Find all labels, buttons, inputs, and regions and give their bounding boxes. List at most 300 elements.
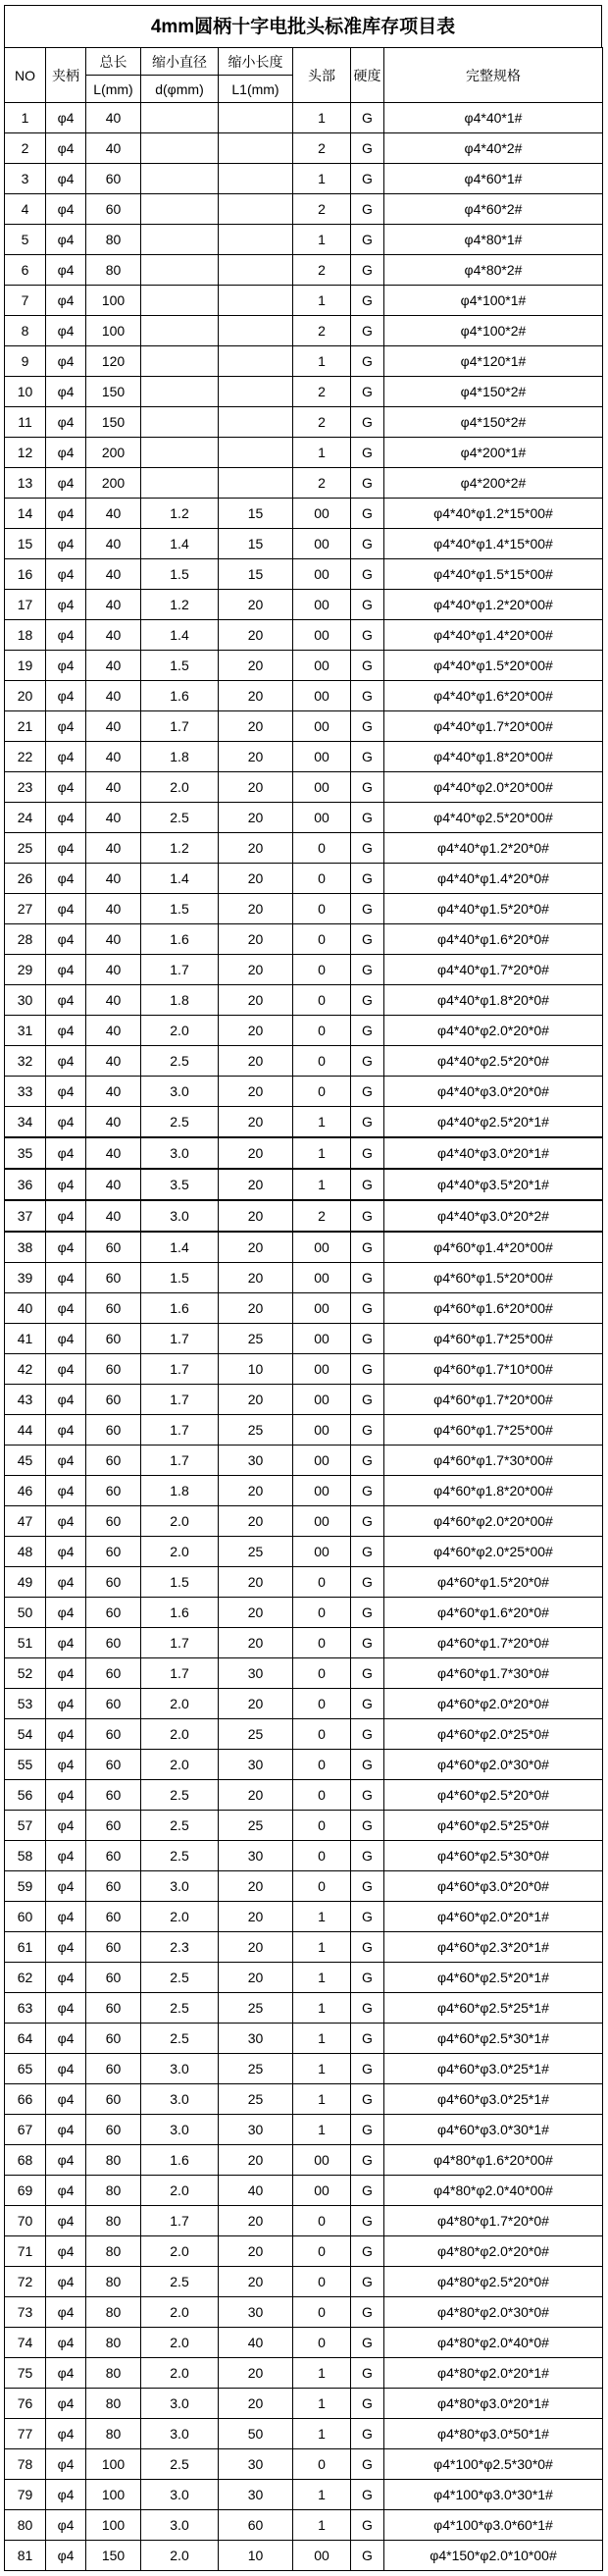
cell-hardness: G	[351, 2176, 384, 2206]
cell-no: 7	[5, 286, 46, 316]
cell-no: 14	[5, 499, 46, 529]
cell-reduced-diameter: 3.0	[141, 2419, 219, 2449]
cell-spec: φ4*60*φ3.0*30*1#	[384, 2115, 603, 2145]
cell-tip: 00	[293, 1293, 351, 1324]
table-row	[5, 1107, 603, 1138]
cell-hardness: G	[351, 2115, 384, 2145]
cell-spec: φ4*60*φ2.0*30*0#	[384, 1750, 603, 1780]
cell-no: 70	[5, 2206, 46, 2236]
table-row	[5, 407, 603, 438]
cell-no: 77	[5, 2419, 46, 2449]
cell-reduced-diameter: 3.5	[141, 1169, 219, 1200]
cell-spec: φ4*40*φ3.0*20*0#	[384, 1077, 603, 1107]
cell-no: 34	[5, 1107, 46, 1138]
cell-hardness: G	[351, 1506, 384, 1537]
cell-tip: 1	[293, 1993, 351, 2024]
cell-hardness: G	[351, 1567, 384, 1598]
cell-total-length: 60	[86, 1902, 141, 1932]
cell-total-length: 40	[86, 1046, 141, 1077]
cell-reduced-diameter	[141, 346, 219, 377]
cell-total-length: 60	[86, 2024, 141, 2054]
cell-shank: φ4	[46, 1324, 86, 1354]
cell-tip: 0	[293, 1658, 351, 1689]
cell-hardness: G	[351, 316, 384, 346]
cell-reduced-length: 20	[219, 620, 293, 651]
cell-spec: φ4*150*2#	[384, 407, 603, 438]
cell-hardness: G	[351, 985, 384, 1016]
cell-reduced-length: 20	[219, 1200, 293, 1232]
cell-hardness: G	[351, 2267, 384, 2297]
cell-reduced-diameter: 3.0	[141, 2389, 219, 2419]
cell-hardness: G	[351, 438, 384, 468]
cell-spec: φ4*40*2#	[384, 133, 603, 164]
cell-total-length: 40	[86, 711, 141, 742]
cell-shank: φ4	[46, 894, 86, 924]
cell-total-length: 60	[86, 1567, 141, 1598]
cell-reduced-diameter: 2.5	[141, 1841, 219, 1871]
table-row	[5, 2328, 603, 2358]
cell-spec: φ4*60*φ2.0*20*0#	[384, 1689, 603, 1719]
cell-reduced-diameter: 1.7	[141, 711, 219, 742]
table-row	[5, 1689, 603, 1719]
cell-reduced-diameter	[141, 133, 219, 164]
cell-tip: 0	[293, 864, 351, 894]
cell-no: 75	[5, 2358, 46, 2389]
cell-reduced-diameter: 1.7	[141, 1385, 219, 1415]
cell-hardness: G	[351, 1385, 384, 1415]
cell-shank: φ4	[46, 1137, 86, 1169]
cell-no: 9	[5, 346, 46, 377]
table-row	[5, 1567, 603, 1598]
cell-reduced-length: 25	[219, 1324, 293, 1354]
cell-reduced-diameter: 2.0	[141, 1016, 219, 1046]
cell-tip: 2	[293, 133, 351, 164]
cell-tip: 0	[293, 894, 351, 924]
cell-total-length: 60	[86, 164, 141, 194]
cell-reduced-diameter: 1.7	[141, 1415, 219, 1446]
cell-reduced-length	[219, 103, 293, 133]
table-row	[5, 1628, 603, 1658]
cell-spec: φ4*60*φ1.7*20*00#	[384, 1385, 603, 1415]
cell-tip: 1	[293, 1902, 351, 1932]
table-row	[5, 1963, 603, 1993]
cell-reduced-diameter: 1.7	[141, 1658, 219, 1689]
cell-spec: φ4*40*φ1.5*20*0#	[384, 894, 603, 924]
cell-reduced-length: 20	[219, 2389, 293, 2419]
cell-reduced-length: 30	[219, 2115, 293, 2145]
cell-no: 67	[5, 2115, 46, 2145]
cell-total-length: 40	[86, 924, 141, 955]
cell-no: 49	[5, 1567, 46, 1598]
cell-spec: φ4*60*φ2.5*25*1#	[384, 1993, 603, 2024]
cell-no: 72	[5, 2267, 46, 2297]
cell-reduced-diameter	[141, 468, 219, 499]
cell-spec: φ4*80*φ2.5*20*0#	[384, 2267, 603, 2297]
table-row	[5, 225, 603, 255]
cell-shank: φ4	[46, 711, 86, 742]
cell-spec: φ4*40*φ3.0*20*2#	[384, 1200, 603, 1232]
cell-reduced-diameter: 2.5	[141, 1780, 219, 1811]
cell-shank: φ4	[46, 407, 86, 438]
cell-reduced-length	[219, 164, 293, 194]
cell-total-length: 80	[86, 2206, 141, 2236]
cell-reduced-diameter: 1.2	[141, 833, 219, 864]
cell-reduced-length: 20	[219, 1476, 293, 1506]
cell-spec: φ4*40*φ1.4*20*00#	[384, 620, 603, 651]
cell-spec: φ4*40*φ1.6*20*00#	[384, 681, 603, 711]
cell-tip: 00	[293, 1446, 351, 1476]
cell-no: 59	[5, 1871, 46, 1902]
cell-reduced-diameter: 1.7	[141, 1446, 219, 1476]
cell-shank: φ4	[46, 681, 86, 711]
cell-total-length: 40	[86, 499, 141, 529]
cell-spec: φ4*60*φ1.7*10*00#	[384, 1354, 603, 1385]
cell-reduced-diameter	[141, 164, 219, 194]
cell-reduced-length: 20	[219, 985, 293, 1016]
cell-hardness: G	[351, 1354, 384, 1385]
cell-spec: φ4*150*φ2.0*10*00#	[384, 2541, 603, 2571]
cell-spec: φ4*40*φ1.7*20*0#	[384, 955, 603, 985]
cell-reduced-length: 20	[219, 2145, 293, 2176]
cell-total-length: 150	[86, 407, 141, 438]
cell-shank: φ4	[46, 985, 86, 1016]
cell-reduced-diameter	[141, 194, 219, 225]
cell-no: 3	[5, 164, 46, 194]
cell-reduced-length: 50	[219, 2419, 293, 2449]
cell-tip: 1	[293, 2510, 351, 2541]
cell-total-length: 60	[86, 2115, 141, 2145]
cell-no: 36	[5, 1169, 46, 1200]
inventory-sheet	[4, 5, 602, 2571]
cell-total-length: 40	[86, 681, 141, 711]
cell-shank: φ4	[46, 468, 86, 499]
cell-hardness: G	[351, 1200, 384, 1232]
cell-spec: φ4*60*φ1.6*20*00#	[384, 1293, 603, 1324]
cell-reduced-length: 30	[219, 1446, 293, 1476]
table-row	[5, 894, 603, 924]
cell-tip: 00	[293, 2145, 351, 2176]
table-row	[5, 1476, 603, 1506]
table-row	[5, 1719, 603, 1750]
cell-total-length: 60	[86, 1841, 141, 1871]
cell-spec: φ4*40*φ1.5*20*00#	[384, 651, 603, 681]
cell-no: 80	[5, 2510, 46, 2541]
cell-shank: φ4	[46, 1871, 86, 1902]
cell-reduced-diameter: 1.2	[141, 590, 219, 620]
cell-reduced-length	[219, 316, 293, 346]
cell-total-length: 40	[86, 1107, 141, 1138]
cell-no: 62	[5, 1963, 46, 1993]
cell-shank: φ4	[46, 742, 86, 772]
cell-reduced-diameter: 1.2	[141, 499, 219, 529]
cell-total-length: 40	[86, 651, 141, 681]
col-unit-reduced-length: L1(mm)	[219, 76, 293, 103]
cell-shank: φ4	[46, 803, 86, 833]
cell-hardness: G	[351, 255, 384, 286]
cell-total-length: 60	[86, 1598, 141, 1628]
cell-hardness: G	[351, 1107, 384, 1138]
cell-hardness: G	[351, 1598, 384, 1628]
cell-spec: φ4*40*φ2.5*20*0#	[384, 1046, 603, 1077]
sheet-title: 4mm圆柄十字电批头标准库存项目表	[4, 5, 602, 47]
cell-spec: φ4*150*2#	[384, 377, 603, 407]
cell-hardness: G	[351, 1932, 384, 1963]
cell-total-length: 60	[86, 1537, 141, 1567]
cell-no: 56	[5, 1780, 46, 1811]
cell-tip: 00	[293, 529, 351, 559]
cell-shank: φ4	[46, 2024, 86, 2054]
cell-reduced-diameter: 1.5	[141, 1567, 219, 1598]
cell-no: 22	[5, 742, 46, 772]
cell-reduced-length	[219, 346, 293, 377]
cell-total-length: 60	[86, 1476, 141, 1506]
table-row	[5, 438, 603, 468]
cell-shank: φ4	[46, 286, 86, 316]
cell-reduced-length: 20	[219, 803, 293, 833]
inventory-table	[4, 47, 603, 2571]
cell-total-length: 60	[86, 194, 141, 225]
cell-reduced-diameter: 2.5	[141, 1046, 219, 1077]
cell-no: 69	[5, 2176, 46, 2206]
table-row	[5, 559, 603, 590]
table-row	[5, 1324, 603, 1354]
cell-reduced-length: 20	[219, 1871, 293, 1902]
cell-no: 35	[5, 1137, 46, 1169]
cell-reduced-length: 10	[219, 2541, 293, 2571]
table-row	[5, 1263, 603, 1293]
cell-total-length: 200	[86, 468, 141, 499]
cell-reduced-diameter: 1.5	[141, 1263, 219, 1293]
cell-spec: φ4*60*φ1.4*20*00#	[384, 1232, 603, 1263]
cell-spec: φ4*80*2#	[384, 255, 603, 286]
cell-reduced-length: 15	[219, 529, 293, 559]
cell-total-length: 60	[86, 1780, 141, 1811]
cell-tip: 1	[293, 1169, 351, 1200]
cell-spec: φ4*100*1#	[384, 286, 603, 316]
cell-reduced-length: 20	[219, 1137, 293, 1169]
cell-total-length: 60	[86, 1628, 141, 1658]
cell-reduced-diameter: 1.7	[141, 1324, 219, 1354]
cell-spec: φ4*200*2#	[384, 468, 603, 499]
cell-no: 19	[5, 651, 46, 681]
cell-reduced-length: 20	[219, 1016, 293, 1046]
cell-total-length: 80	[86, 2358, 141, 2389]
cell-spec: φ4*60*φ1.7*30*0#	[384, 1658, 603, 1689]
cell-tip: 00	[293, 1324, 351, 1354]
cell-hardness: G	[351, 803, 384, 833]
cell-spec: φ4*60*φ2.0*20*00#	[384, 1506, 603, 1537]
cell-reduced-diameter: 1.7	[141, 2206, 219, 2236]
cell-reduced-diameter: 2.3	[141, 1932, 219, 1963]
cell-total-length: 40	[86, 985, 141, 1016]
cell-spec: φ4*40*φ3.5*20*1#	[384, 1169, 603, 1200]
cell-no: 2	[5, 133, 46, 164]
cell-shank: φ4	[46, 2389, 86, 2419]
cell-total-length: 60	[86, 1719, 141, 1750]
cell-tip: 1	[293, 225, 351, 255]
cell-total-length: 60	[86, 2054, 141, 2084]
table-row	[5, 1750, 603, 1780]
cell-spec: φ4*40*φ1.2*15*00#	[384, 499, 603, 529]
cell-total-length: 40	[86, 864, 141, 894]
cell-reduced-diameter: 1.4	[141, 864, 219, 894]
cell-hardness: G	[351, 1169, 384, 1200]
cell-tip: 00	[293, 620, 351, 651]
cell-tip: 2	[293, 377, 351, 407]
cell-reduced-diameter: 2.0	[141, 1689, 219, 1719]
table-row	[5, 1537, 603, 1567]
cell-total-length: 60	[86, 1293, 141, 1324]
table-row	[5, 742, 603, 772]
cell-spec: φ4*80*φ1.7*20*0#	[384, 2206, 603, 2236]
cell-total-length: 60	[86, 1689, 141, 1719]
cell-reduced-diameter: 2.0	[141, 2297, 219, 2328]
table-row	[5, 1446, 603, 1476]
cell-hardness: G	[351, 1016, 384, 1046]
cell-hardness: G	[351, 1476, 384, 1506]
cell-hardness: G	[351, 1046, 384, 1077]
cell-reduced-length: 20	[219, 1567, 293, 1598]
cell-spec: φ4*60*φ3.0*25*1#	[384, 2084, 603, 2115]
cell-shank: φ4	[46, 2206, 86, 2236]
cell-shank: φ4	[46, 1077, 86, 1107]
cell-hardness: G	[351, 2510, 384, 2541]
cell-no: 12	[5, 438, 46, 468]
cell-tip: 1	[293, 438, 351, 468]
cell-hardness: G	[351, 529, 384, 559]
cell-spec: φ4*60*φ3.0*20*0#	[384, 1871, 603, 1902]
cell-reduced-diameter: 2.0	[141, 1506, 219, 1537]
cell-shank: φ4	[46, 194, 86, 225]
cell-hardness: G	[351, 1137, 384, 1169]
table-row	[5, 985, 603, 1016]
cell-no: 32	[5, 1046, 46, 1077]
cell-no: 79	[5, 2480, 46, 2510]
cell-tip: 0	[293, 1016, 351, 1046]
table-row	[5, 1780, 603, 1811]
cell-reduced-length	[219, 225, 293, 255]
cell-spec: φ4*40*φ2.0*20*00#	[384, 772, 603, 803]
cell-reduced-length: 20	[219, 1385, 293, 1415]
cell-reduced-length: 20	[219, 681, 293, 711]
cell-reduced-diameter: 2.5	[141, 1963, 219, 1993]
cell-hardness: G	[351, 1537, 384, 1567]
cell-no: 53	[5, 1689, 46, 1719]
cell-total-length: 80	[86, 2419, 141, 2449]
cell-shank: φ4	[46, 1415, 86, 1446]
cell-tip: 2	[293, 255, 351, 286]
cell-reduced-length: 15	[219, 559, 293, 590]
cell-reduced-length: 20	[219, 955, 293, 985]
table-row	[5, 2541, 603, 2571]
cell-hardness: G	[351, 651, 384, 681]
cell-spec: φ4*60*φ2.5*25*0#	[384, 1811, 603, 1841]
cell-reduced-diameter: 3.0	[141, 1200, 219, 1232]
cell-total-length: 60	[86, 1871, 141, 1902]
cell-reduced-length	[219, 407, 293, 438]
cell-no: 28	[5, 924, 46, 955]
col-header-reduced-length: 缩小长度	[219, 48, 293, 76]
table-row	[5, 955, 603, 985]
cell-shank: φ4	[46, 2115, 86, 2145]
cell-tip: 2	[293, 316, 351, 346]
cell-tip: 0	[293, 833, 351, 864]
cell-spec: φ4*60*φ2.0*25*00#	[384, 1537, 603, 1567]
cell-no: 60	[5, 1902, 46, 1932]
cell-shank: φ4	[46, 529, 86, 559]
cell-shank: φ4	[46, 864, 86, 894]
cell-reduced-diameter: 1.5	[141, 559, 219, 590]
cell-spec: φ4*80*φ3.0*20*1#	[384, 2389, 603, 2419]
cell-reduced-length: 20	[219, 772, 293, 803]
cell-total-length: 80	[86, 2267, 141, 2297]
cell-no: 50	[5, 1598, 46, 1628]
table-row	[5, 2176, 603, 2206]
table-row	[5, 529, 603, 559]
cell-tip: 00	[293, 2176, 351, 2206]
cell-total-length: 80	[86, 2236, 141, 2267]
cell-reduced-diameter	[141, 286, 219, 316]
cell-spec: φ4*200*1#	[384, 438, 603, 468]
col-unit-total-length: L(mm)	[86, 76, 141, 103]
cell-tip: 00	[293, 559, 351, 590]
cell-total-length: 60	[86, 1385, 141, 1415]
cell-reduced-length: 25	[219, 1415, 293, 1446]
cell-shank: φ4	[46, 1385, 86, 1415]
cell-no: 26	[5, 864, 46, 894]
cell-reduced-diameter: 3.0	[141, 1871, 219, 1902]
cell-hardness: G	[351, 286, 384, 316]
cell-tip: 1	[293, 2054, 351, 2084]
cell-tip: 0	[293, 1567, 351, 1598]
cell-tip: 00	[293, 590, 351, 620]
cell-shank: φ4	[46, 1750, 86, 1780]
cell-no: 47	[5, 1506, 46, 1537]
cell-shank: φ4	[46, 2510, 86, 2541]
cell-spec: φ4*40*φ1.5*15*00#	[384, 559, 603, 590]
cell-reduced-length: 30	[219, 2480, 293, 2510]
cell-hardness: G	[351, 1263, 384, 1293]
cell-spec: φ4*80*φ2.0*40*00#	[384, 2176, 603, 2206]
cell-reduced-length: 15	[219, 499, 293, 529]
cell-spec: φ4*60*φ2.0*25*0#	[384, 1719, 603, 1750]
cell-no: 31	[5, 1016, 46, 1046]
cell-shank: φ4	[46, 1567, 86, 1598]
cell-reduced-length: 20	[219, 1628, 293, 1658]
cell-shank: φ4	[46, 1200, 86, 1232]
cell-no: 68	[5, 2145, 46, 2176]
cell-reduced-length: 20	[219, 742, 293, 772]
table-row	[5, 681, 603, 711]
cell-reduced-length: 20	[219, 1169, 293, 1200]
cell-shank: φ4	[46, 833, 86, 864]
cell-no: 54	[5, 1719, 46, 1750]
cell-tip: 00	[293, 499, 351, 529]
cell-shank: φ4	[46, 316, 86, 346]
cell-shank: φ4	[46, 133, 86, 164]
cell-no: 65	[5, 2054, 46, 2084]
cell-hardness: G	[351, 1993, 384, 2024]
cell-reduced-diameter: 3.0	[141, 2510, 219, 2541]
cell-reduced-diameter: 1.5	[141, 894, 219, 924]
cell-no: 51	[5, 1628, 46, 1658]
cell-hardness: G	[351, 894, 384, 924]
table-row	[5, 1871, 603, 1902]
cell-tip: 0	[293, 2267, 351, 2297]
cell-total-length: 60	[86, 1354, 141, 1385]
cell-no: 74	[5, 2328, 46, 2358]
cell-no: 20	[5, 681, 46, 711]
